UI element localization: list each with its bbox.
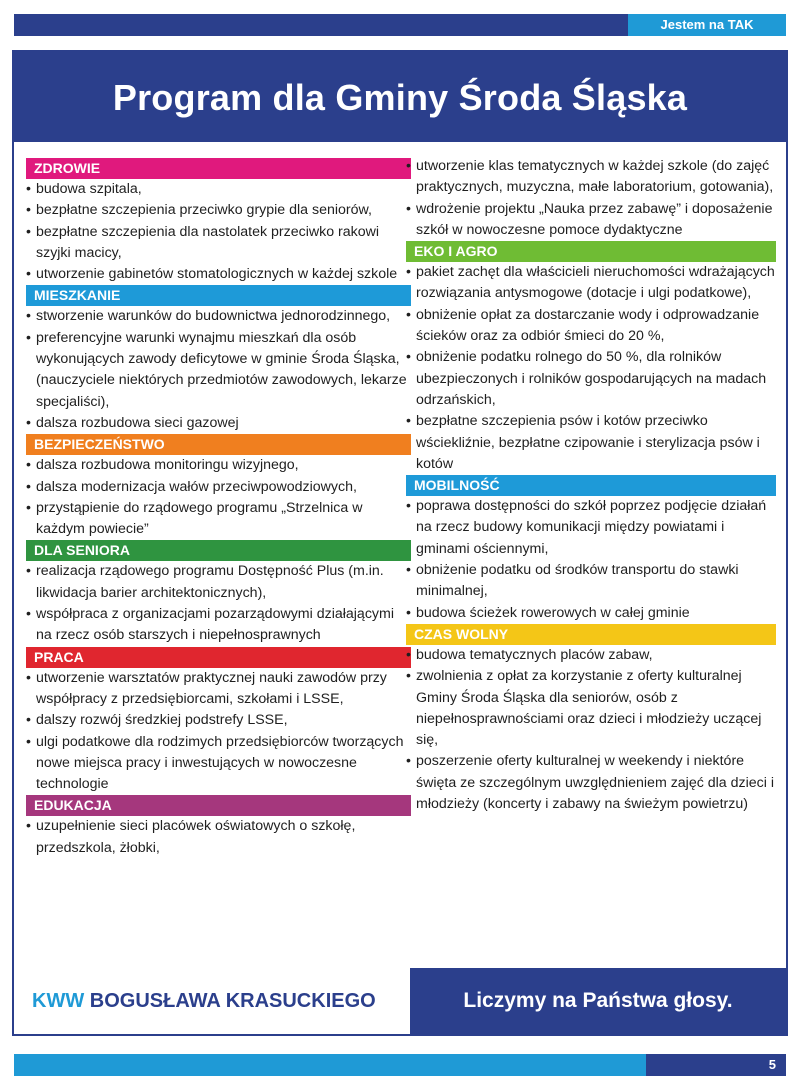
title-box	[14, 52, 786, 142]
footer-kww: KWW	[32, 990, 85, 1012]
list-item: • budowa ścieżek rowerowych w całej gminie	[406, 604, 690, 621]
footer-slogan: Liczymy na Państwa głosy.	[410, 968, 786, 1034]
footer-committee	[14, 968, 410, 1034]
section-header-praca: PRACA	[26, 647, 411, 668]
list-item: • przystąpienie do rządowego programu „Strzelnica w każdym powiecie”	[26, 499, 363, 538]
list-item: • ulgi podatkowe dla rodzimych przedsiębiorców tworzących nowe miejsca pracy i inwestujących w nowoczesne technologie	[26, 733, 404, 793]
page-number: 5	[646, 1054, 786, 1076]
list-item: • utworzenie gabinetów stomatologicznych w każdej szkole	[26, 266, 398, 283]
list-item: • preferencyjne warunki wynajmu mieszkań dla osób wykonujących zawody deficytowe w gminie Środa Śląska, (nauczyciele niektórych przedmiotów zawodowych, lekarze specjaliści),	[26, 329, 407, 410]
list-item: • pakiet zachęt dla właścicieli nieruchomości wdrażających rozwiązania antysmogowe (dotacje i ulgi podatkowe),	[406, 264, 775, 302]
list-item: • bezpłatne szczepienia dla nastolatek przeciwko rakowi szyjki macicy,	[26, 223, 380, 261]
list-item: • budowa tematycznych placów zabaw,	[406, 646, 653, 663]
list-item: • dalsza rozbudowa monitoringu wizyjnego,	[26, 457, 299, 474]
list-item: • obniżenie opłat za dostarczanie wody i odprowadzanie ścieków oraz za odbiór śmieci do 20 %,	[406, 306, 760, 345]
list-item: • bezpłatne szczepienia przeciwko grypie dla seniorów,	[26, 202, 372, 219]
list-item: • obniżenie podatku od środków transportu do stawki minimalnej,	[406, 562, 739, 600]
section-header-senior: DLA SENIORA	[26, 540, 411, 561]
list-item: • bezpłatne szczepienia psów i kotów przeciwko wściekliźnie, bezpłatne czipowanie i sterylizacja psów i kotów	[406, 413, 760, 472]
list-item: • poszerzenie oferty kulturalnej w weekendy i niektóre święta ze szczególnym uwzględnieniem zajęć dla dzieci i młodzieży (koncerty i zabawy na świeżym powietrzu)	[406, 753, 775, 813]
list-item: • dalsza rozbudowa sieci gazowej	[26, 414, 239, 431]
left-column	[26, 158, 411, 859]
page-title: Program dla Gminy Środa Śląska	[112, 77, 688, 118]
list-item: • dalsza modernizacja wałów przeciwpowodziowych,	[26, 478, 357, 495]
list-item: • uzupełnienie sieci placówek oświatowych o szkołę, przedszkola, żłobki,	[26, 818, 356, 856]
content-frame	[12, 50, 788, 1036]
top-tag: Jestem na TAK	[628, 14, 786, 36]
list-item: • obniżenie podatku rolnego do 50 %, dla rolników ubezpieczonych i rolników gospodarujących na madach odrzańskich,	[406, 349, 767, 408]
list-item: • poprawa dostępności do szkół poprzez podjęcie działań na rzecz budowy komunikacji między powiatami i gminami ościennymi,	[406, 498, 767, 557]
section-header-eko: EKO I AGRO	[406, 241, 776, 262]
footer-name: BOGUSŁAWA KRASUCKIEGO	[89, 990, 376, 1012]
list-item: • zwolnienia z opłat za korzystanie z oferty kulturalnej Gminy Środa Śląska dla seniorów, osób z niepełnosprawnościami oraz dzieci i młodzieży uczącej się,	[406, 668, 762, 749]
section-header-mieszkanie: MIESZKANIE	[26, 285, 411, 306]
section-header-mobilnosc: MOBILNOŚĆ	[406, 475, 776, 496]
list-item: • budowa szpitala,	[26, 181, 142, 197]
section-header-czas-wolny: CZAS WOLNY	[406, 624, 776, 645]
section-header-zdrowie: ZDROWIE	[26, 158, 411, 179]
list-item: • dalszy rozwój średzkiej podstrefy LSSE,	[26, 712, 288, 729]
list-item: • stworzenie warunków do budownictwa jednorodzinnego,	[26, 308, 391, 325]
list-item: • wdrożenie projektu „Nauka przez zabawę” i doposażenie szkół w nowoczesne pomoce dydaktyczne	[406, 200, 773, 238]
list-item: • utworzenie klas tematycznych w każdej szkole (do zajęć praktycznych, muzyczna, małe laboratorium, gotowania),	[406, 158, 774, 196]
list-item: • realizacja rządowego programu Dostępność Plus (m.in. likwidacja barier architektonicznych),	[26, 563, 384, 601]
list-item: • współpraca z organizacjami pozarządowymi działającymi na rzecz osób starszych i niepełnosprawnych	[26, 606, 394, 644]
section-header-edukacja: EDUKACJA	[26, 795, 411, 816]
right-column	[406, 156, 776, 815]
list-item: • utworzenie warsztatów praktycznej nauki zawodów przy współpracy z przedsiębiorcami, szkołami i LSSE,	[26, 669, 387, 707]
section-header-bezpieczenstwo: BEZPIECZEŃSTWO	[26, 434, 411, 455]
